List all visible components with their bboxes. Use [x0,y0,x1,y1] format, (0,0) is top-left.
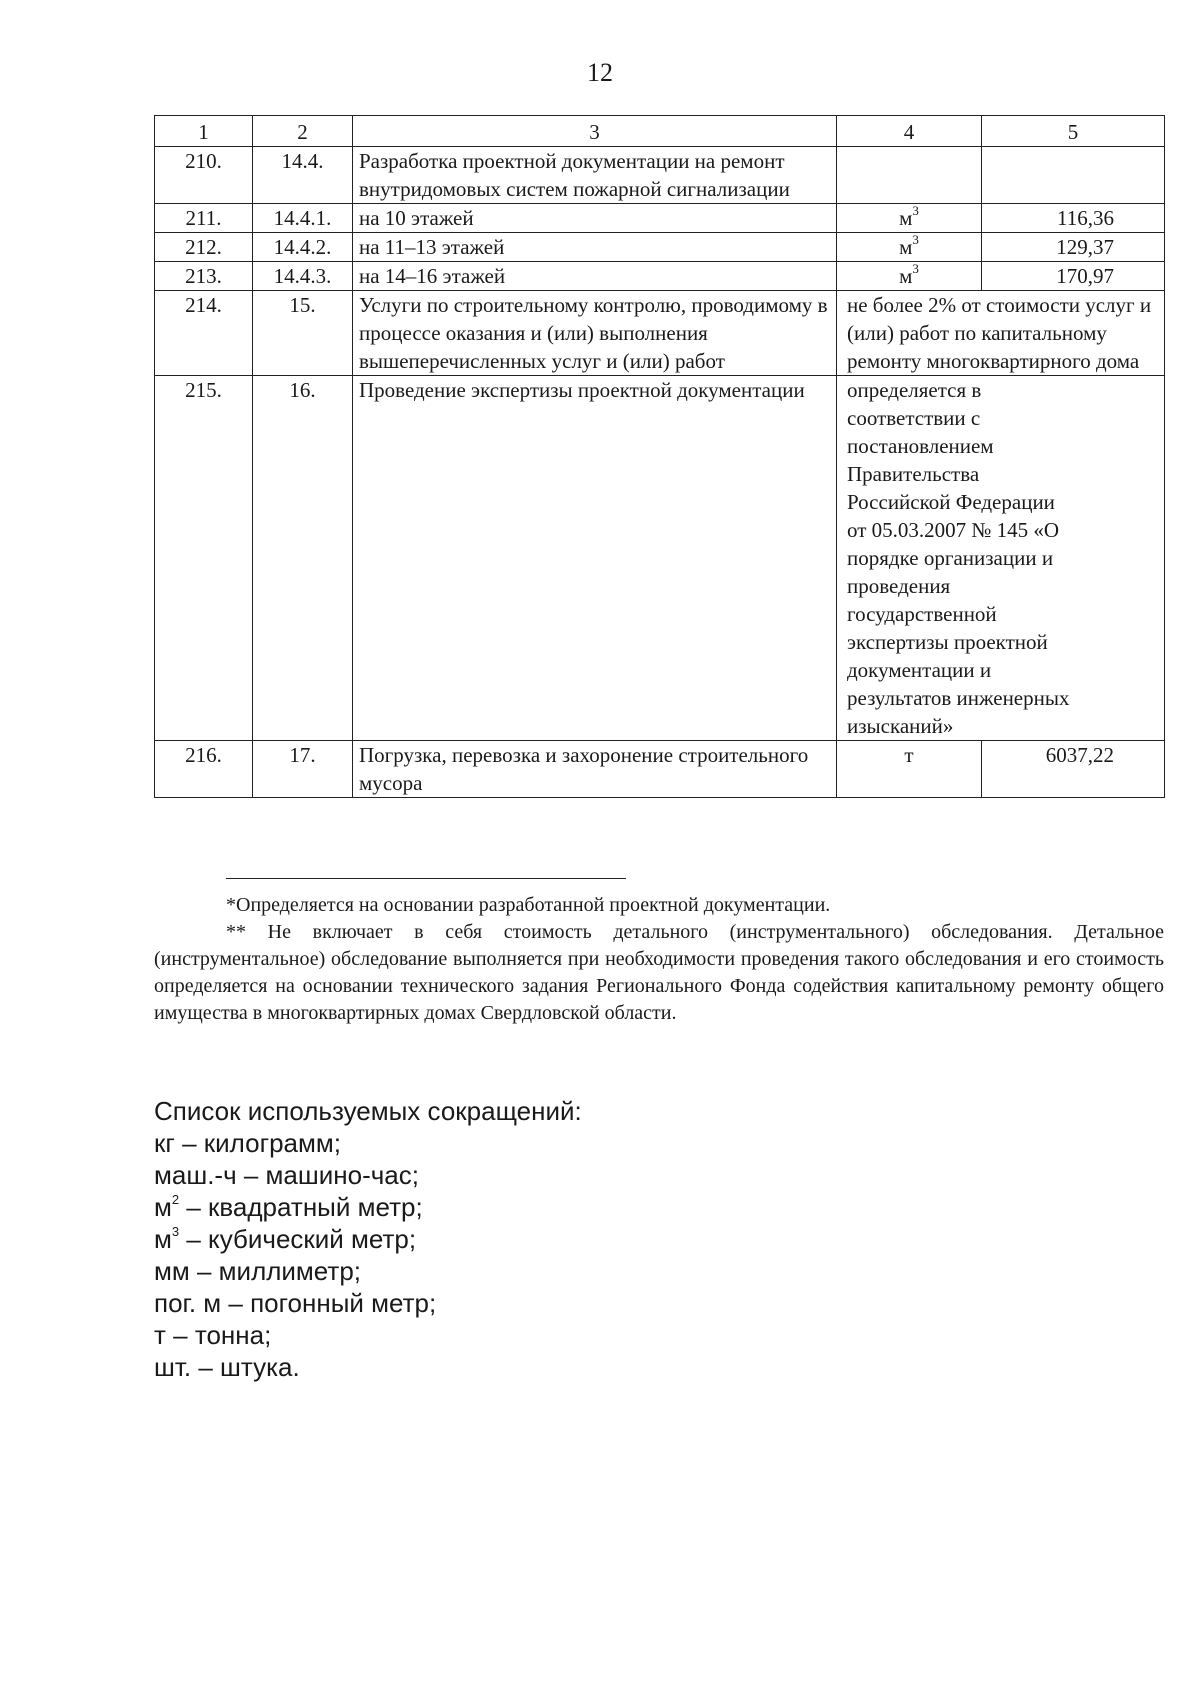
row-name: на 14–16 этажей [353,262,837,291]
header-cell: 5 [982,116,1165,147]
row-number: 213. [155,262,253,291]
row-unit: $м^3$ [837,233,982,262]
rates-table [154,115,1165,798]
row-value: 116,36 [982,204,1165,233]
row-value: 170,97 [982,262,1165,291]
footnote-divider [226,878,626,879]
table-row [155,262,1165,291]
row-code: 16. [253,376,353,741]
row-merged-note: определяется в соответствии с постановлением Правительства Российской Федерации от 05.03.2007 № 145 «О порядке организации и проведения государственной экспертизы проектной документации и результатов инженерных изысканий» [837,376,1165,741]
table-row [155,291,1165,376]
row-number: 216. [155,741,253,798]
abbreviation-item: $м^2$ – квадратный метр; [154,1192,423,1222]
row-value: 129,37 [982,233,1165,262]
row-unit: $м^3$ [837,262,982,291]
table-row [155,204,1165,233]
header-cell: 3 [353,116,837,147]
row-unit: т [837,741,982,798]
table-row [155,147,1165,204]
row-number: 210. [155,147,253,204]
row-code: 15. [253,291,353,376]
row-code: 14.4.2. [253,233,353,262]
abbreviation-item: мм – миллиметр; [154,1256,361,1286]
page-number: 12 [587,58,613,87]
row-code: 14.4.3. [253,262,353,291]
footnotes [154,892,1164,1027]
row-number: 212. [155,233,253,262]
row-name: на 11–13 этажей [353,233,837,262]
row-code: 17. [253,741,353,798]
table-row [155,233,1165,262]
footnote-2: ** Не включает в себя стоимость детального (инструментального) обследования. Детальное (инструментальное) обследование выполняется при необходимости проведения такого обследования и его стоимость определяется на основании технического задания Регионального Фонда содействия капитальному ремонту общего имущества в многоквартирных домах Свердловской области. [154,921,1164,1024]
table-row [155,741,1165,798]
row-value [982,147,1165,204]
table-row [155,376,1165,741]
row-unit [837,147,982,204]
abbreviations-list [154,1095,954,1383]
row-number: 214. [155,291,253,376]
abbreviation-item: т – тонна; [154,1320,272,1350]
row-name: Проведение экспертизы проектной документации [353,376,837,741]
row-value: 6037,22 [982,741,1165,798]
row-code: 14.4.1. [253,204,353,233]
row-unit: $м^3$ [837,204,982,233]
abbreviation-item: шт. – штука. [154,1352,300,1382]
table-header-row [155,116,1165,147]
header-cell: 4 [837,116,982,147]
abbreviations-title: Список используемых сокращений: [154,1096,582,1126]
row-number: 215. [155,376,253,741]
header-cell: 1 [155,116,253,147]
abbreviation-item: $м^3$ – кубический метр; [154,1224,417,1254]
row-name: Погрузка, перевозка и захоронение строительного мусора [353,741,837,798]
header-cell: 2 [253,116,353,147]
abbreviation-item: маш.-ч – машино-час; [154,1160,419,1190]
row-number: 211. [155,204,253,233]
footnote-1: *Определяется на основании разработанной проектной документации. [226,894,831,916]
row-name: на 10 этажей [353,204,837,233]
abbreviation-item: пог. м – погонный метр; [154,1288,437,1318]
row-merged-note: не более 2% от стоимости услуг и (или) работ по капитальному ремонту многоквартирного дома [837,291,1165,376]
row-code: 14.4. [253,147,353,204]
row-name: Разработка проектной документации на ремонт внутридомовых систем пожарной сигнализации [353,147,837,204]
row-name: Услуги по строительному контролю, проводимому в процессе оказания и (или) выполнения вышеперечисленных услуг и (или) работ [353,291,837,376]
abbreviation-item: кг – килограмм; [154,1128,341,1158]
